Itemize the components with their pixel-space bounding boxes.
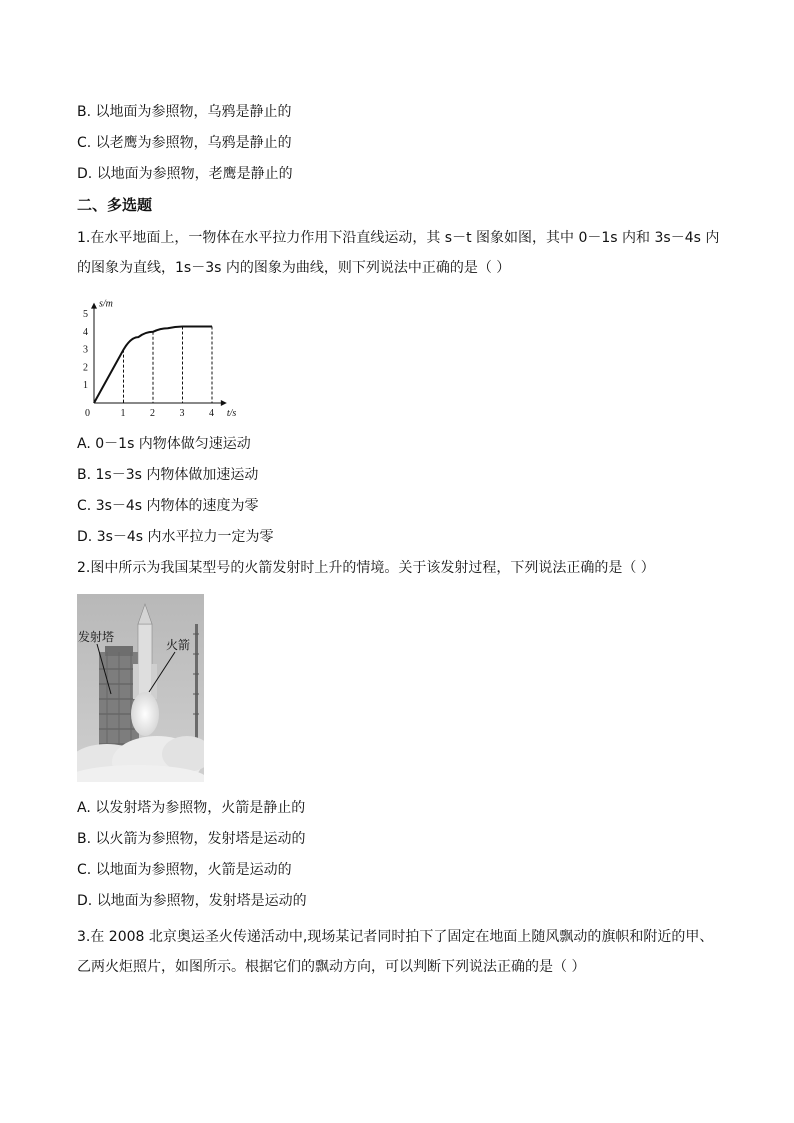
prev-option-d: D. 以地面为参照物，老鹰是静止的	[77, 166, 293, 182]
chart-axes	[91, 303, 227, 406]
q1-option-c: C. 3s－4s 内物体的速度为零	[77, 498, 259, 514]
prev-option-c: C. 以老鹰为参照物，乌鸦是静止的	[77, 135, 292, 151]
y-axis-label: s/m	[99, 298, 113, 310]
q2-option-b: B. 以火箭为参照物，发射塔是运动的	[77, 831, 306, 847]
y-tick-label: 1	[83, 380, 88, 392]
q2-stem: 2.图中所示为我国某型号的火箭发射时上升的情境。关于该发射过程，下列说法正确的是（ ）	[77, 560, 655, 576]
x-tick-label: 2	[150, 408, 155, 419]
y-tick-label: 5	[83, 309, 88, 320]
x-tick-label: 1	[120, 408, 126, 419]
q1-option-d: D. 3s－4s 内水平拉力一定为零	[77, 529, 274, 545]
q1-option-a: A. 0－1s 内物体做匀速运动	[77, 436, 251, 452]
st-chart	[77, 290, 257, 420]
y-tick-label: 4	[83, 326, 88, 338]
q2-option-d: D. 以地面为参照物，发射塔是运动的	[77, 893, 307, 909]
y-tick-label: 3	[83, 344, 88, 356]
x-tick-label: 0	[85, 408, 90, 419]
rocket-label: 火箭	[166, 638, 191, 652]
q1-option-b: B. 1s－3s 内物体做加速运动	[77, 467, 259, 483]
q3-stem: 3.在 2008 北京奥运圣火传递活动中,现场某记者同时拍下了固定在地面上随风飘动的旗帜和附近的甲、乙两火炬照片，如图所示。根据它们的飘动方向，可以判断下列说法正确的是（ ）	[77, 929, 714, 975]
q2-option-a: A. 以发射塔为参照物，火箭是静止的	[77, 800, 306, 816]
tower-label: 发射塔	[78, 630, 115, 644]
rocket-launch-photo	[77, 594, 204, 782]
x-tick-label: 4	[209, 408, 214, 419]
section-title: 二、多选题	[77, 196, 153, 214]
q1-stem: 1.在水平地面上，一物体在水平拉力作用下沿直线运动，其 s－t 图象如图，其中 0－1s 内和 3s－4s 内的图象为直线，1s－3s 内的图象为曲线，则下列说法中正确的是（ ）	[77, 230, 720, 276]
y-tick-label: 2	[83, 362, 88, 374]
x-axis-arrow	[221, 400, 227, 406]
y-axis-arrow	[91, 303, 97, 309]
prev-option-b: B. 以地面为参照物，乌鸦是静止的	[77, 104, 292, 120]
x-axis-label: t/s	[226, 408, 237, 419]
q2-option-c: C. 以地面为参照物，火箭是运动的	[77, 862, 292, 878]
x-tick-label: 3	[179, 408, 185, 419]
